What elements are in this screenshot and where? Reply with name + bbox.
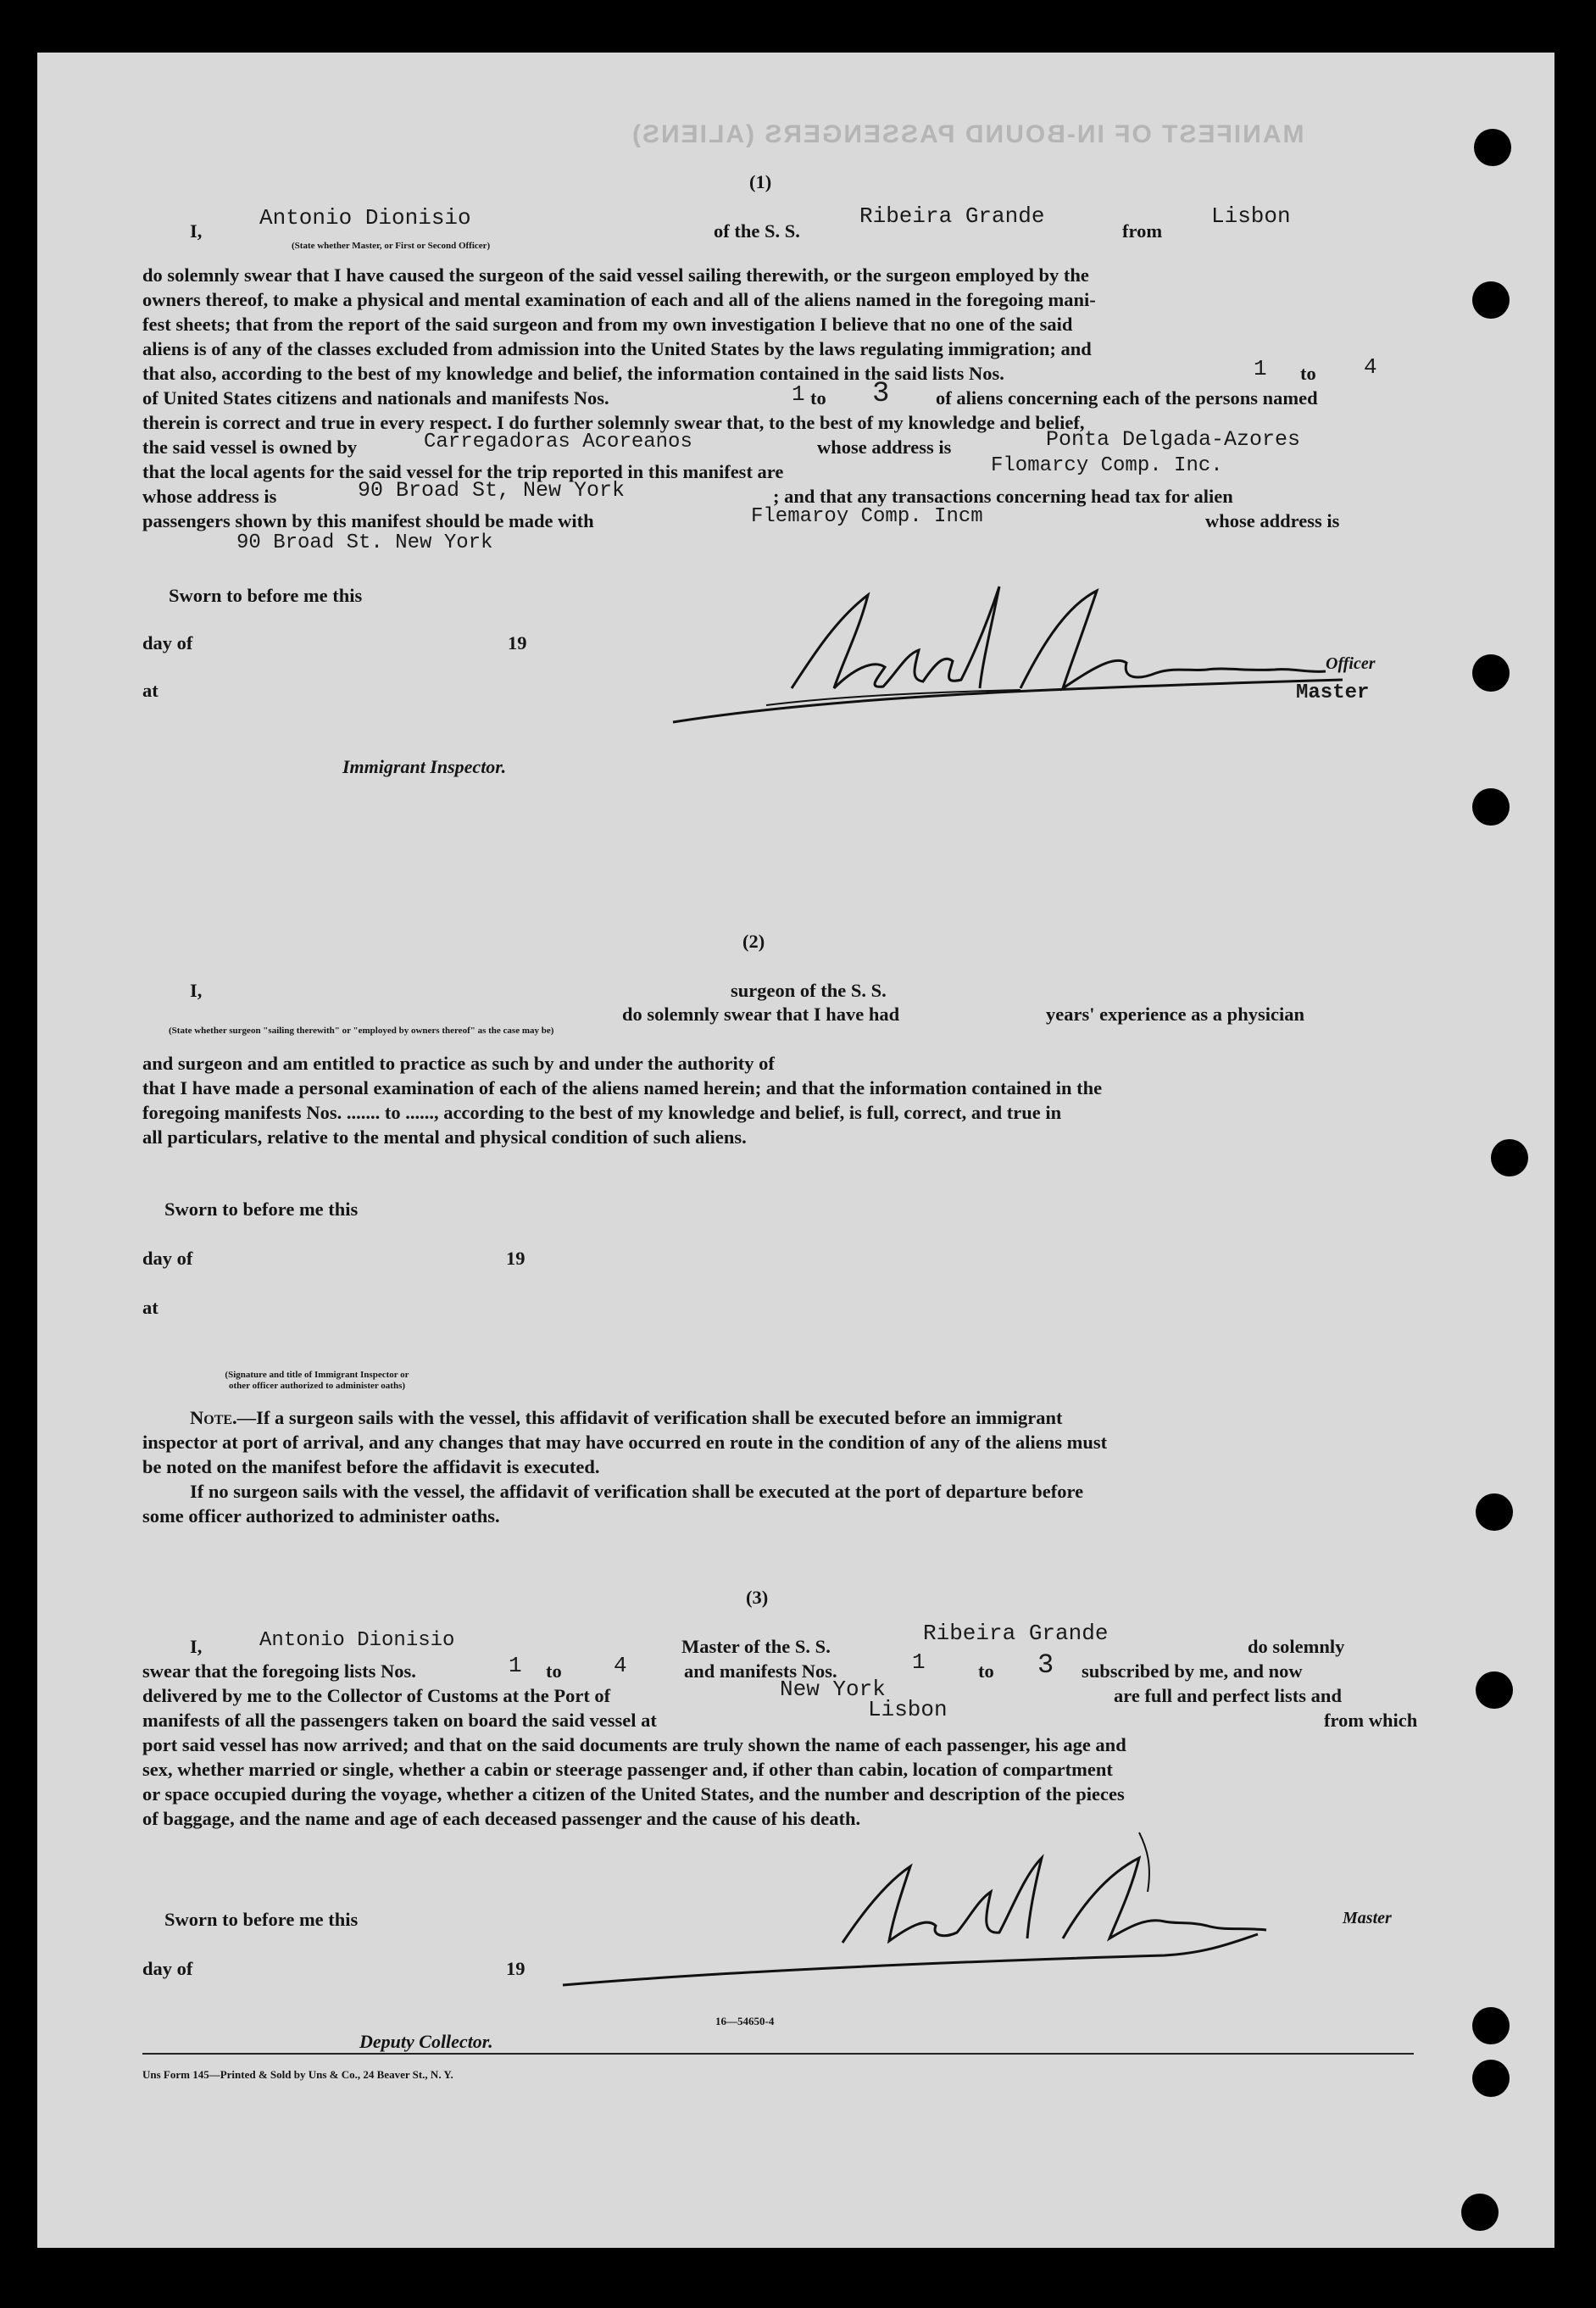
sec1-headtax-agent: Flemaroy Comp. Incm xyxy=(751,505,983,528)
sec3-from-tail: from which xyxy=(1324,1710,1418,1731)
sec3-lists-to-word: to xyxy=(546,1660,562,1682)
sec3-body-2: sex, whether married or single, whether a cabin or steerage passenger and, if other than cabin, location of compartment xyxy=(142,1759,1113,1780)
sec1-year: 19 xyxy=(508,632,527,653)
sec2-note-3: be noted on the manifest before the affidavit is executed. xyxy=(142,1456,600,1477)
sec3-i: I, xyxy=(190,1636,203,1657)
sec1-body-7: therein is correct and true in every respect. I do further solemnly swear that, to the best of my knowledge and belief, xyxy=(142,412,1085,433)
sec1-owner-address-label: whose address is xyxy=(817,437,952,458)
sec1-agents-tail: ; and that any transactions concerning head tax for alien xyxy=(773,486,1233,507)
sec3-ship: Ribeira Grande xyxy=(923,1621,1109,1646)
sec1-sworn: Sworn to before me this xyxy=(169,585,363,606)
sec2-note-5: some officer authorized to administer oaths. xyxy=(142,1505,500,1527)
sec1-manifests-to: 3 xyxy=(872,378,890,410)
sec3-name: Antonio Dionisio xyxy=(259,1629,455,1652)
sec1-agents-address: 90 Broad St, New York xyxy=(358,478,626,503)
punch-hole-8 xyxy=(1472,2007,1510,2044)
sec3-swear: do solemnly xyxy=(1248,1636,1345,1657)
sec1-master-label: Master xyxy=(1296,681,1370,704)
sec1-officer-label: Officer xyxy=(1326,654,1376,673)
punch-hole-1 xyxy=(1474,129,1511,166)
sec3-delivered: delivered by me to the Collector of Customs at the Port of xyxy=(142,1685,611,1706)
sec1-lists-from: 1 xyxy=(1254,356,1267,381)
sec3-lists-from: 1 xyxy=(509,1653,522,1678)
punch-hole-10 xyxy=(1461,2194,1499,2231)
sec2-body-3: foregoing manifests Nos. ....... to ......, according to the best of my knowledge and belief, is full, correct, and true in xyxy=(142,1102,1062,1123)
sec3-manifests-to-word: to xyxy=(978,1660,994,1682)
sec2-note-2: inspector at port of arrival, and any changes that may have occurred en route in the condition of any of the aliens must xyxy=(142,1432,1108,1453)
form-code: 16—54650-4 xyxy=(715,2015,775,2027)
sec1-at: at xyxy=(142,680,158,701)
sec1-manifests-tail: of aliens concerning each of the persons named xyxy=(936,387,1318,409)
sec3-from-port: Lisbon xyxy=(868,1697,948,1722)
sec2-body-2: that I have made a personal examination of each of the aliens named herein; and that the information contained in the xyxy=(142,1077,1103,1098)
sec1-from: from xyxy=(1122,220,1163,242)
sec2-swear: do solemnly swear that I have had xyxy=(622,1004,900,1025)
sec3-year: 19 xyxy=(506,1958,526,1979)
sec2-note-4: If no surgeon sails with the vessel, the affidavit of verification shall be executed at the port of departure before xyxy=(190,1481,1084,1502)
sec1-officer-name: Antonio Dionisio xyxy=(259,205,471,231)
sec1-body-6: of United States citizens and nationals and manifests Nos. xyxy=(142,387,609,409)
sec1-body-5: that also, according to the best of my knowledge and belief, the information contained in the said lists Nos. xyxy=(142,363,1004,384)
sec1-owned-prefix: the said vessel is owned by xyxy=(142,437,358,458)
sec2-surgeon-of: surgeon of the S. S. xyxy=(731,980,887,1001)
sec1-headtax-address-label: whose address is xyxy=(1205,510,1340,531)
punch-hole-4 xyxy=(1472,788,1510,826)
footer-rule xyxy=(142,2053,1414,2055)
sec3-delivered-tail: are full and perfect lists and xyxy=(1114,1685,1342,1706)
sec2-year: 19 xyxy=(506,1248,526,1269)
sec3-sworn: Sworn to before me this xyxy=(164,1909,359,1930)
section-2-number: (2) xyxy=(742,931,765,952)
sec2-surgeon-note: (State whether surgeon "sailing therewith" or "employed by owners thereof" as the case may be) xyxy=(169,1026,554,1036)
sec1-owner-address: Ponta Delgada-Azores xyxy=(1046,427,1301,452)
sec3-master-of: Master of the S. S. xyxy=(681,1636,831,1657)
sec3-port: New York xyxy=(780,1677,886,1702)
sec2-note-heading: Note. xyxy=(190,1407,237,1428)
sec1-lists-to-word: to xyxy=(1300,363,1316,384)
sec3-body-1: port said vessel has now arrived; and that on the said documents are truly shown the name of each passenger, his age and xyxy=(142,1734,1126,1755)
sec2-note-text-1: —If a surgeon sails with the vessel, this affidavit of verification shall be executed before an immigrant xyxy=(236,1407,1063,1428)
sec1-body-4: aliens is of any of the classes excluded from admission into the United States by the laws regulating immigration; and xyxy=(142,338,1092,359)
master-signature-2 xyxy=(554,1799,1317,2002)
sec2-note-1 xyxy=(190,1407,1063,1429)
sec2-day-of: day of xyxy=(142,1248,193,1269)
sec2-sworn: Sworn to before me this xyxy=(164,1198,359,1220)
section-3-number: (3) xyxy=(746,1587,769,1608)
sec2-years: years' experience as a physician xyxy=(1046,1004,1304,1025)
sec1-body-3: fest sheets; that from the report of the said surgeon and from my own investigation I believe that no one of the said xyxy=(142,314,1073,335)
sec2-sig-note: (Signature and title of Immigrant Inspector or other officer authorized to administer oaths) xyxy=(225,1370,409,1391)
sec1-body-2: owners thereof, to make a physical and mental examination of each and all of the aliens named in the foregoing mani- xyxy=(142,289,1096,310)
sec1-day-of: day of xyxy=(142,632,193,653)
sec1-ship-name: Ribeira Grande xyxy=(859,203,1045,229)
punch-hole-5 xyxy=(1491,1139,1528,1176)
sec1-inspector-label: Immigrant Inspector. xyxy=(342,756,507,777)
sec3-body-3: or space occupied during the voyage, whether a citizen of the United States, and the number and description of the pieces xyxy=(142,1783,1125,1805)
sec2-body-1: and surgeon and am entitled to practice as such by and under the authority of xyxy=(142,1053,775,1074)
punch-hole-6 xyxy=(1476,1493,1513,1531)
punch-hole-9 xyxy=(1472,2060,1510,2097)
sec1-lists-to: 4 xyxy=(1364,354,1377,380)
sec3-lists-prefix: swear that the foregoing lists Nos. xyxy=(142,1660,416,1682)
punch-hole-3 xyxy=(1472,654,1510,692)
sec2-i: I, xyxy=(190,980,203,1001)
sec1-agents-address-label: whose address is xyxy=(142,486,277,507)
sec3-manifests-to: 3 xyxy=(1037,1649,1054,1681)
sec1-agents-prefix: that the local agents for the said vessel for the trip reported in this manifest are xyxy=(142,461,784,482)
sec3-lists-to: 4 xyxy=(614,1653,627,1678)
sec1-owner: Carregadoras Acoreanos xyxy=(424,431,692,453)
sec2-body-4: all particulars, relative to the mental and physical condition of such aliens. xyxy=(142,1126,747,1148)
sec3-master-label: Master xyxy=(1343,1909,1392,1927)
sec1-manifests-from: 1 xyxy=(792,381,805,407)
sec3-body-4: of baggage, and the name and age of each deceased passenger and the cause of his death. xyxy=(142,1808,861,1829)
punch-hole-7 xyxy=(1476,1671,1513,1709)
sec1-of-ss: of the S. S. xyxy=(714,220,800,242)
section-1-number: (1) xyxy=(749,171,772,192)
sec1-manifests-to-word: to xyxy=(810,387,826,409)
sec3-lists-tail: subscribed by me, and now xyxy=(1082,1660,1303,1682)
sec1-headtax-address: 90 Broad St. New York xyxy=(236,531,493,554)
ghost-header: MANIFEST OF IN-BOUND PASSENGERS (ALIENS) xyxy=(631,120,1304,148)
sec3-manifests-from: 1 xyxy=(912,1649,926,1675)
sec1-agents: Flomarcy Comp. Inc. xyxy=(991,454,1223,477)
sec1-i: I, xyxy=(190,220,203,242)
sec1-headtax-prefix: passengers shown by this manifest should be made with xyxy=(142,510,594,531)
sec1-officer-note: (State whether Master, or First or Second Officer) xyxy=(292,241,491,251)
master-signature-1 xyxy=(665,561,1360,731)
footer-printer: Uns Form 145—Printed & Sold by Uns & Co., 24 Beaver St., N. Y. xyxy=(142,2068,453,2081)
sec2-at: at xyxy=(142,1297,158,1318)
sec1-body-1: do solemnly swear that I have caused the surgeon of the said vessel sailing therewith, or the surgeon employed by the xyxy=(142,264,1089,286)
sec1-from-port: Lisbon xyxy=(1211,203,1291,229)
sec3-manifests-label: and manifests Nos. xyxy=(684,1660,837,1682)
sec3-deputy-label: Deputy Collector. xyxy=(359,2031,493,2052)
document-page xyxy=(37,53,1554,2248)
punch-hole-2 xyxy=(1472,281,1510,319)
sec3-day-of: day of xyxy=(142,1958,193,1979)
sec3-manifests-line: manifests of all the passengers taken on board the said vessel at xyxy=(142,1710,657,1731)
